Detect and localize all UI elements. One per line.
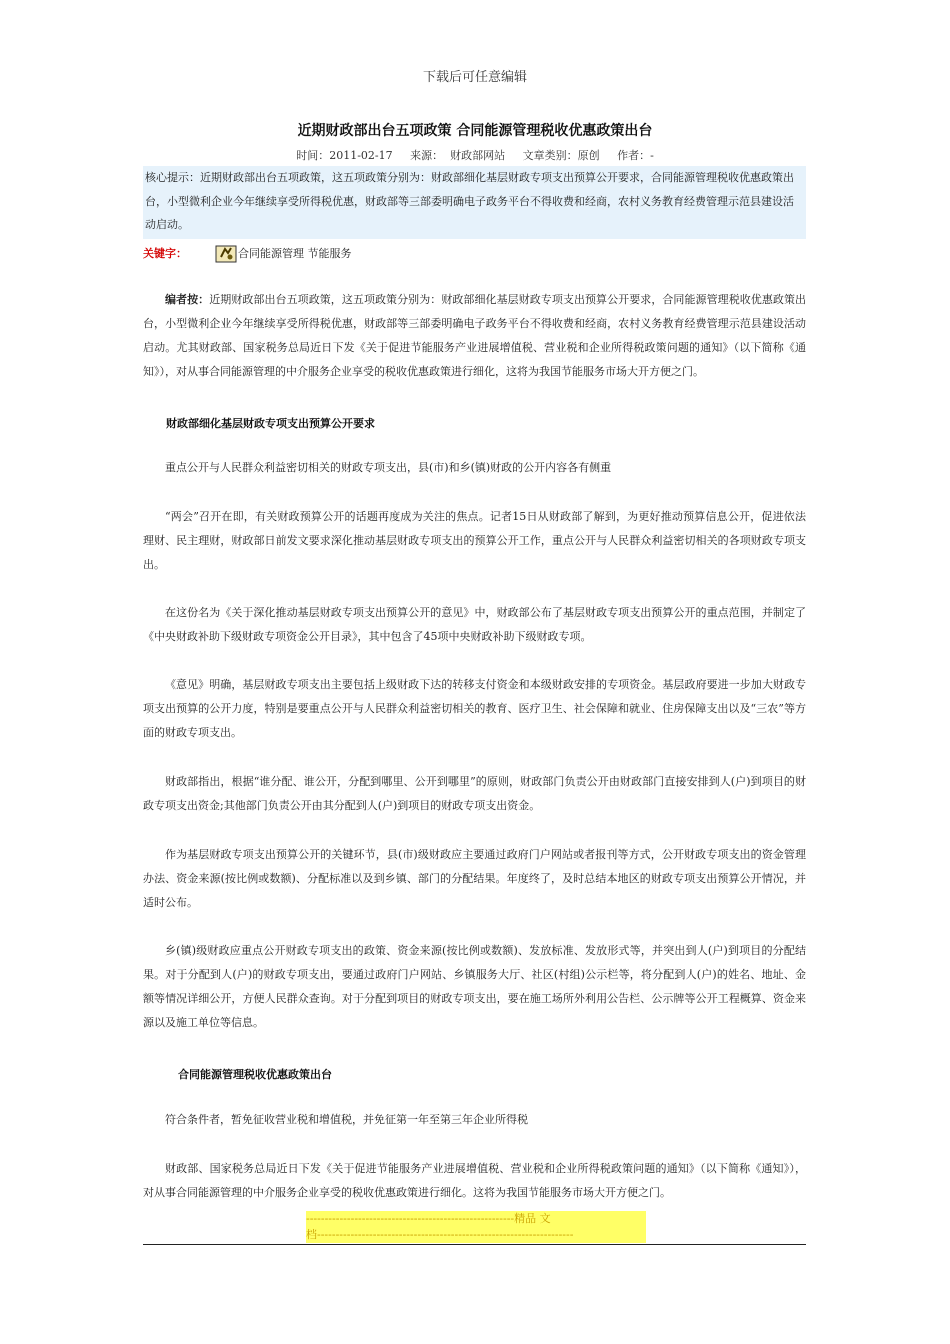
section1-paragraph: 财政部指出，根据“谁分配、谁公开，分配到哪里、公开到哪里”的原则，财政部门负责公开由财政部门直接安排到人(户)到项目的财政专项支出资金;其他部门负责公开由其分配到人(户)到项目的财政专项支出资金。 bbox=[143, 775, 806, 812]
footer-banner bbox=[306, 1211, 646, 1243]
article-meta: 时间：2011-02-17 来源： 财政部网站 文章类别：原创 作者：- bbox=[296, 149, 654, 162]
section1-paragraph: 在这份名为《关于深化推动基层财政专项支出预算公开的意见》中，财政部公布了基层财政专项支出预算公开的重点范围，并制定了《中央财政补助下级财政专项资金公开目录》，其中包含了45项中央财政补助下级财政专项。 bbox=[143, 606, 806, 643]
editor-label: 编者按： bbox=[165, 293, 210, 306]
footer-banner-line: 档--------------------------------------------------------------------- bbox=[306, 1228, 574, 1241]
section2-heading: 合同能源管理税收优惠政策出台 bbox=[178, 1068, 332, 1081]
editor-text: 近期财政部出台五项政策，这五项政策分别为：财政部细化基层财政专项支出预算公开要求，合同能源管理税收优惠政策出台，小型微利企业今年继续享受所得税优惠，财政部等三部委明确电子政务平台不得收费和经商，农村义务教育经费管理示范县建设活动启动。尤其财政部、国家税务总局近日下发《关于促进节能服务产业进展增值税、营业税和企业所得税政策问题的通知》（以下简称《通知》），对从事合同能源管理的中介服务企业享受的税收优惠政策进行细化，这将为我国节能服务市场大开方便之门。 bbox=[143, 293, 807, 378]
summary-box: 核心提示：近期财政部出台五项政策，这五项政策分别为：财政部细化基层财政专项支出预算公开要求，合同能源管理税收优惠政策出台，小型微利企业今年继续享受所得税优惠，财政部等三部委明确电子政务平台不得收费和经商，农村义务教育经费管理示范县建设活动启动。 bbox=[143, 166, 806, 239]
editor-note bbox=[143, 288, 806, 384]
keywords-text[interactable]: 合同能源管理 节能服务 bbox=[238, 247, 352, 260]
section1-paragraph: 作为基层财政专项支出预算公开的关键环节，县(市)级财政应主要通过政府门户网站或者报刊等方式，公开财政专项支出的资金管理办法、资金来源(按比例或数额)、分配标准以及到乡镇、部门的分配结果。年度终了，及时总结本地区的财政专项支出预算公开情况，并适时公布。 bbox=[143, 848, 806, 909]
article-title: 近期财政部出台五项政策 合同能源管理税收优惠政策出台 bbox=[297, 123, 653, 139]
section2-subheading: 符合条件者，暂免征收营业税和增值税，并免征第一年至第三年企业所得税 bbox=[165, 1113, 528, 1126]
section1-subheading: 重点公开与人民群众利益密切相关的财政专项支出，县(市)和乡(镇)财政的公开内容各有侧重 bbox=[165, 461, 612, 474]
section2-paragraph: 财政部、国家税务总局近日下发《关于促进节能服务产业进展增值税、营业税和企业所得税政策问题的通知》（以下简称《通知》），对从事合同能源管理的中介服务企业享受的税收优惠政策进行细化。这将为我国节能服务市场大开方便之门。 bbox=[143, 1162, 806, 1199]
keywords-label: 关键字： bbox=[143, 247, 187, 260]
footer-rule bbox=[143, 1244, 806, 1245]
download-note: 下载后可任意编辑 bbox=[422, 70, 527, 85]
section1-paragraph: 《意见》明确，基层财政专项支出主要包括上级财政下达的转移支付资金和本级财政安排的专项资金。基层政府要进一步加大财政专项支出预算的公开力度，特别是要重点公开与人民群众利益密切相关的教育、医疗卫生、社会保障和就业、住房保障支出以及“三农”等方面的财政专项支出。 bbox=[143, 678, 806, 739]
keyword-tag-icon[interactable] bbox=[215, 245, 237, 263]
section1-heading: 财政部细化基层财政专项支出预算公开要求 bbox=[166, 417, 375, 430]
footer-banner-line: --------------------------------------------------------精品 文 bbox=[306, 1212, 551, 1225]
keywords-row bbox=[143, 244, 352, 264]
section1-paragraph: “两会”召开在即，有关财政预算公开的话题再度成为关注的焦点。记者15日从财政部了解到，为更好推动预算信息公开，促进依法理财、民主理财，财政部日前发文要求深化推动基层财政专项支出的预算公开工作，重点公开与人民群众利益密切相关的各项财政专项支出。 bbox=[143, 510, 806, 571]
section1-paragraph: 乡(镇)级财政应重点公开财政专项支出的政策、资金来源(按比例或数额)、发放标准、发放形式等，并突出到人(户)到项目的分配结果。对于分配到人(户)的财政专项支出，要通过政府门户网站、乡镇服务大厅、社区(村组)公示栏等，将分配到人(户)的姓名、地址、金额等情况详细公开，方便人民群众查询。对于分配到项目的财政专项支出，要在施工场所外利用公告栏、公示牌等公开工程概算、资金来源以及施工单位等信息。 bbox=[143, 944, 806, 1029]
